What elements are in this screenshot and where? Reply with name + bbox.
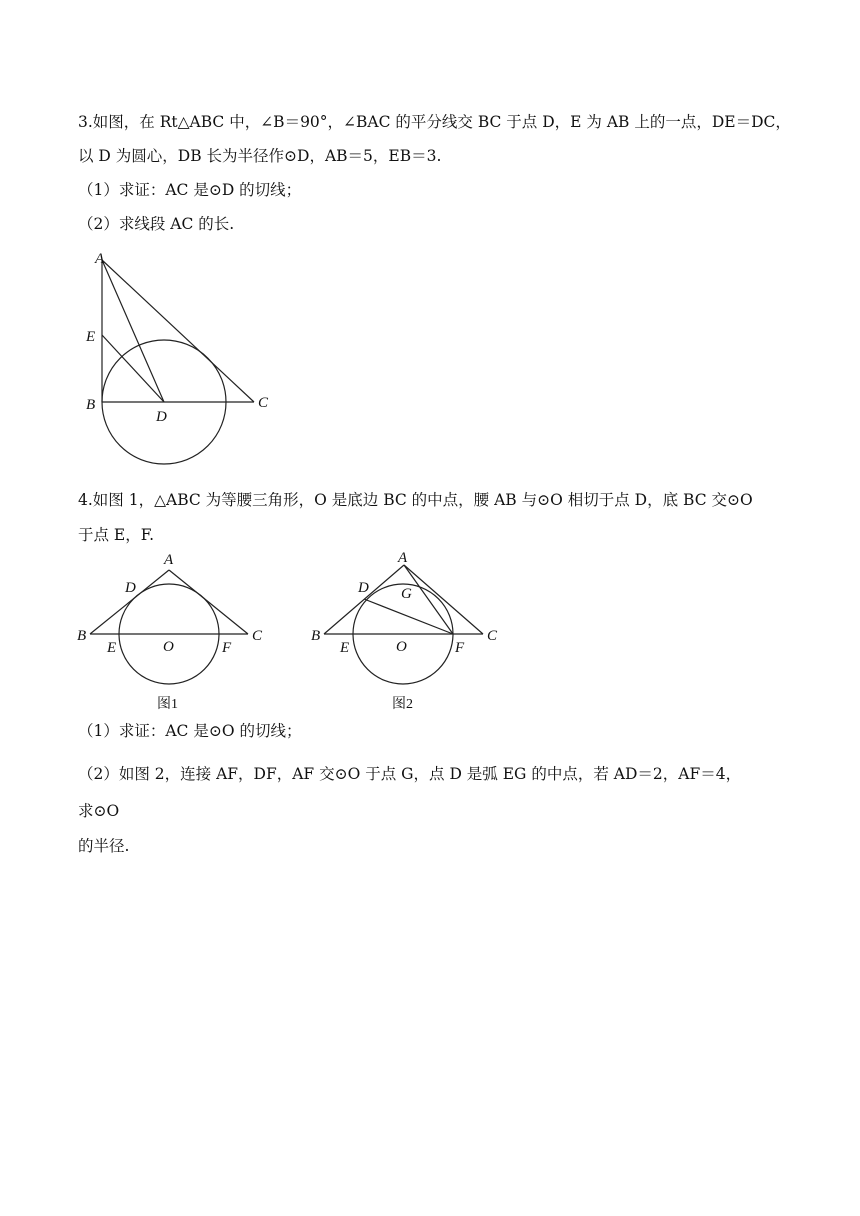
label-f: F (455, 640, 465, 656)
label-c: C (258, 395, 269, 411)
problem4-statement-line1: 4.如图 1，△ABC 为等腰三角形，O 是底边 BC 的中点，腰 AB 与⊙O 相切于点 D，底 BC 交⊙O (78, 491, 753, 509)
label-e: E (107, 640, 117, 656)
label-g: G (401, 586, 412, 602)
label-a: A (398, 550, 408, 566)
segment-ad (102, 260, 164, 402)
segment-ac (404, 565, 483, 634)
problem3-figure (78, 245, 298, 470)
problem4-question2-line2: 求⊙O (78, 802, 120, 820)
problem4-question1: （1）求证：AC 是⊙O 的切线； (78, 722, 302, 740)
segment-ac (169, 570, 248, 634)
label-a: A (95, 251, 105, 267)
label-b: B (86, 397, 96, 413)
label-o: O (396, 639, 407, 655)
label-d: D (156, 409, 167, 425)
figure2-caption: 图2 (392, 697, 413, 712)
problem3-question1: （1）求证：AC 是⊙D 的切线； (78, 181, 302, 199)
label-c: C (252, 628, 263, 644)
problem3-question2: （2）求线段 AC 的长. (78, 215, 235, 233)
problem3-statement-line2: 以 D 为圆心，DB 长为半径作⊙D，AB＝5，EB＝3. (78, 147, 442, 165)
label-f: F (222, 640, 232, 656)
segment-ac (102, 260, 254, 402)
label-b: B (311, 628, 321, 644)
label-b: B (77, 628, 87, 644)
segment-df (364, 599, 453, 634)
label-e: E (86, 329, 96, 345)
problem4-figure1 (74, 548, 274, 713)
label-e: E (340, 640, 350, 656)
label-d: D (358, 580, 369, 596)
label-a: A (164, 552, 174, 568)
problem4-question2-line3: 的半径. (78, 837, 130, 855)
problem4-statement-line2: 于点 E，F. (78, 526, 155, 544)
figure1-caption: 图1 (157, 697, 178, 712)
problem4-question2-line1: （2）如图 2，连接 AF，DF，AF 交⊙O 于点 G，点 D 是弧 EG 的中点，若 AD＝2，AF＝4， (78, 765, 742, 783)
problem3-statement-line1: 3.如图，在 Rt△ABC 中，∠B＝90°，∠BAC 的平分线交 BC 于点 D，E 为 AB 上的一点，DE＝DC， (78, 113, 791, 131)
label-c: C (487, 628, 498, 644)
problem4-figure2 (310, 548, 510, 713)
label-d: D (125, 580, 136, 596)
label-o: O (163, 639, 174, 655)
